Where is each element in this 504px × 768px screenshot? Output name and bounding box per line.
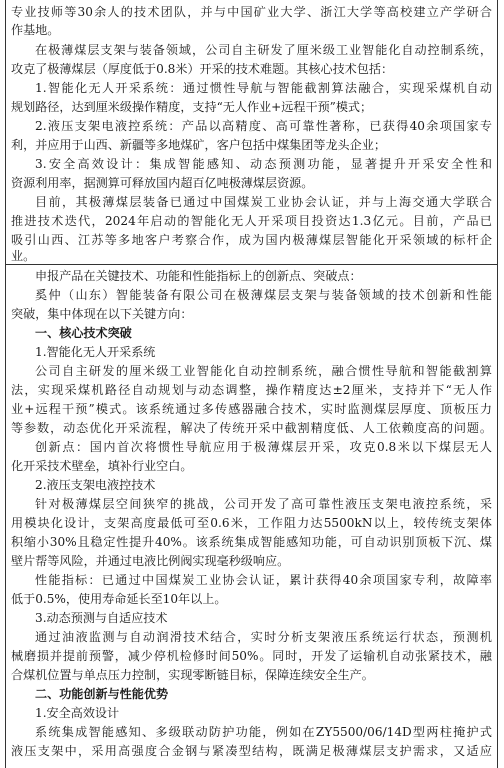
text-line: 等参数，动态优化开采流程，解决了传统开采中截割精度低、人工依赖度高的问题。 bbox=[11, 421, 492, 435]
text-line: 攻克了极薄煤层（厚度低于0.8米）开采的技术难题。其核心技术包括： bbox=[11, 62, 394, 76]
text-line: 利，并应用于山西、新疆等多地煤矿，客户包括中煤集团等龙头企业； bbox=[11, 138, 386, 152]
text-line: 械磨损并提前预警，减少停机检修时间50%。同时，开发了运输机自动张紧技术，融 bbox=[11, 649, 492, 663]
text-line: 化开采技术壁垒，填补行业空白。 bbox=[11, 459, 193, 473]
text-line: 通过油液监测与自动润滑技术结合，实时分析支架液压系统运行状态，预测机 bbox=[35, 630, 492, 644]
text-line: 突破，集中体现在以下关键方向： bbox=[11, 307, 193, 321]
text-line: 业+远程干预”模式。该系统通过多传感器融合技术，实时监测煤层厚度、顶板压力 bbox=[11, 402, 492, 416]
text-line: 资源利用率，据测算可释放国内超百亿吨极薄煤层资源。 bbox=[11, 176, 314, 190]
text-line: 用模块化设计，支架高度最低可至0.6米，工作阻力达5500kN以上，较传统支架体 bbox=[11, 516, 492, 530]
text-line: 奚仲（山东）智能装备有限公司在极薄煤层支架与装备领域的技术创新和性能 bbox=[35, 288, 492, 302]
text-line: 合煤机位置与单点压力控制，实现零断链目标，保障连续安全生产。 bbox=[11, 668, 374, 682]
innovation-cell bbox=[5, 266, 498, 760]
company-intro-cell bbox=[5, 0, 498, 264]
text-line: 专业技师等30余人的技术团队，并与中国矿业大学、浙江大学等高校建立产学研合 bbox=[11, 5, 492, 19]
text-line: 规划路径，达到厘米级操作精度，支持“无人作业+远程干预”模式； bbox=[11, 100, 373, 114]
section-heading: 二、功能创新与性能优势 bbox=[35, 687, 169, 701]
text-line: 壁片帮等风险，并通过电液比例阀实现毫秒级响应。 bbox=[11, 554, 290, 568]
text-line: 针对极薄煤层空间狭窄的挑战，公司开发了高可靠性液压支架电液控系统，采 bbox=[35, 497, 492, 511]
text-line: 创新点：国内首次将惯性导航应用于极薄煤层开采，攻克0.8米以下煤层无人 bbox=[35, 440, 492, 454]
text-line: 1.智能化无人开采系统：通过惯性导航与智能截割算法融合，实现采煤机自动 bbox=[35, 81, 492, 95]
section-heading: 一、核心技术突破 bbox=[35, 326, 132, 340]
text-line: 2.液压支架电液控系统：产品以高精度、高可靠性著称，已获得40余项国家专 bbox=[35, 119, 492, 133]
text-line: 推进技术迭代，2024年启动的智能化无人开采项目投资达1.3亿元。目前，产品已 bbox=[11, 214, 492, 228]
subsection-heading: 2.液压支架电液控技术 bbox=[35, 478, 156, 492]
section-heading: 申报产品在关键技术、功能和性能指标上的创新点、突破点： bbox=[35, 269, 362, 283]
text-line: 低于0.5%，使用寿命延长至10年以上。 bbox=[11, 592, 227, 606]
text-line: 业。 bbox=[11, 249, 36, 263]
text-line: 积缩小30%且稳定性提升40%。该系统集成智能感知功能，可自动识别顶板下沉、煤 bbox=[11, 535, 492, 549]
text-line: 3.安全高效设计：集成智能感知、动态预测功能，显著提升开采安全性和 bbox=[35, 157, 492, 171]
text-line: 目前，其极薄煤层装备已通过中国煤炭工业协会认证，并与上海交通大学联合 bbox=[35, 195, 492, 209]
text-line: 公司自主研发的厘米级工业智能化自动控制系统，融合惯性导航和智能截割算 bbox=[35, 364, 492, 378]
text-line: 液压支架中，采用高强度合金钢与紧凑型结构，既满足极薄煤层支护需求，又适应 bbox=[11, 744, 492, 758]
text-line: 性能指标：已通过中国煤炭工业协会认证，累计获得40余项国家专利，故障率 bbox=[35, 573, 492, 587]
text-line: 在极薄煤层支架与装备领域，公司自主研发了厘米级工业智能化自动控制系统， bbox=[35, 43, 492, 57]
text-line: 作基地。 bbox=[11, 23, 60, 37]
subsection-heading: 1.智能化无人开采系统 bbox=[35, 345, 156, 359]
subsection-heading: 1.安全高效设计 bbox=[35, 706, 120, 720]
text-line: 法，实现采煤机路径自动规划与动态调整，操作精度达±2厘米，支持并下“无人作 bbox=[11, 383, 492, 397]
cell-divider bbox=[5, 264, 498, 265]
text-line: 系统集成智能感知、多级联动防护功能，例如在ZY5500/06/14D型两柱掩护式 bbox=[35, 725, 492, 739]
text-line: 吸引山西、江苏等多地客户考察合作，成为国内极薄煤层智能化开采领域的标杆企 bbox=[11, 233, 492, 247]
subsection-heading: 3.动态预测与自适应技术 bbox=[35, 611, 168, 625]
